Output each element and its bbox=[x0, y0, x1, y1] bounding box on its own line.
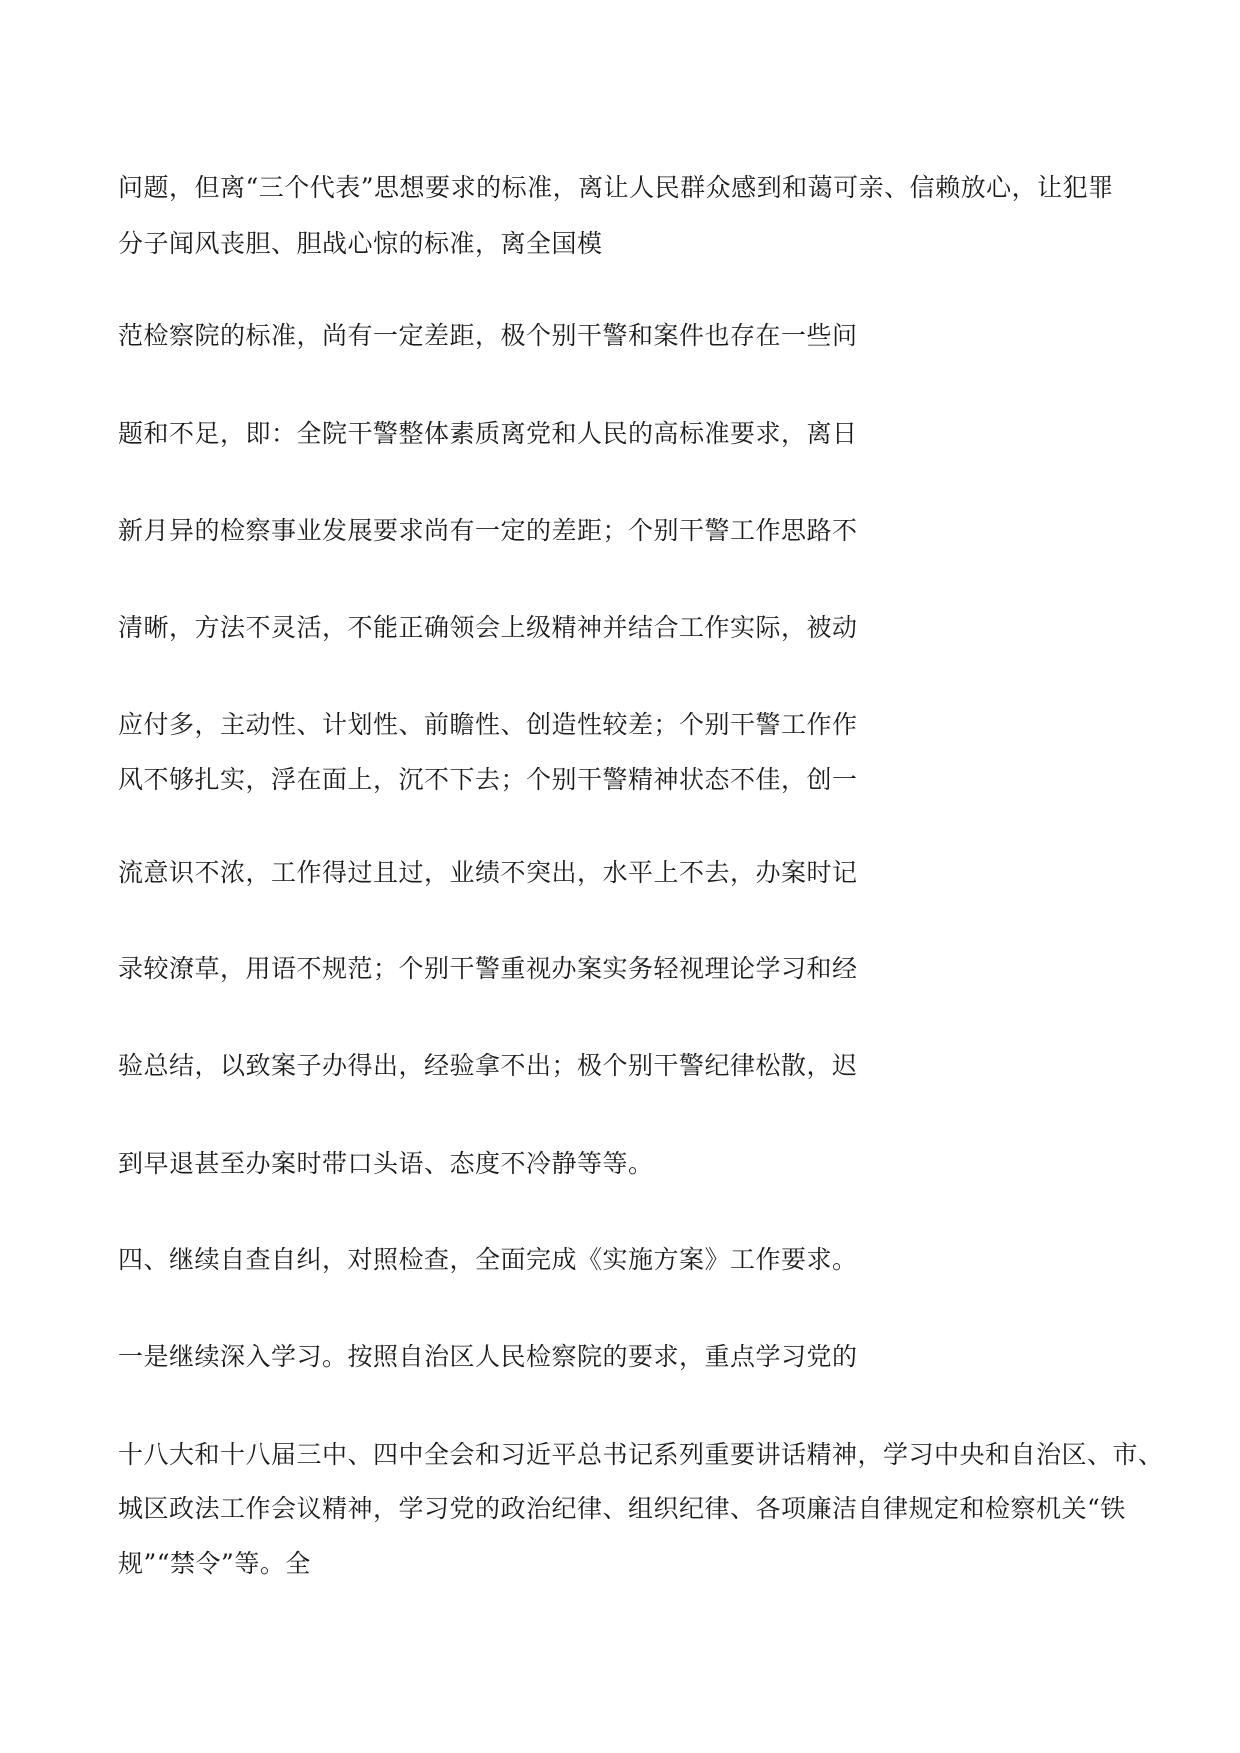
text-line: 录较潦草，用语不规范；个别干警重视办案实务轻视理论学习和经 bbox=[118, 954, 858, 983]
text-line: 范检察院的标准，尚有一定差距，极个别干警和案件也存在一些问 bbox=[118, 321, 858, 350]
text-line: 十八大和十八届三中、四中全会和习近平总书记系列重要讲话精神，学习中央和自治区、市、 bbox=[118, 1440, 1164, 1469]
text-line: 题和不足，即：全院干警整体素质离党和人民的高标准要求，离日 bbox=[118, 419, 858, 448]
text-line: 风不够扎实，浮在面上，沉不下去；个别干警精神状态不佳，创一 bbox=[118, 765, 858, 794]
text-line: 流意识不浓，工作得过且过，业绩不突出，水平上不去，办案时记 bbox=[118, 858, 858, 887]
text-line: 分子闻风丧胆、胆战心惊的标准，离全国模 bbox=[118, 229, 603, 258]
text-line: 验总结，以致案子办得出，经验拿不出；极个别干警纪律松散，迟 bbox=[118, 1051, 858, 1080]
text-line: 清晰，方法不灵活，不能正确领会上级精神并结合工作实际，被动 bbox=[118, 613, 858, 642]
section-heading: 四、继续自查自纠，对照检查，全面完成《实施方案》工作要求。 bbox=[118, 1245, 858, 1274]
text-line: 一是继续深入学习。按照自治区人民检察院的要求，重点学习党的 bbox=[118, 1342, 858, 1371]
text-line: 规”“禁令”等。全 bbox=[118, 1549, 311, 1578]
text-line: 城区政法工作会议精神，学习党的政治纪律、组织纪律、各项廉洁自律规定和检察机关“铁 bbox=[118, 1494, 1126, 1523]
text-line: 新月异的检察事业发展要求尚有一定的差距；个别干警工作思路不 bbox=[118, 516, 858, 545]
text-line: 到早退甚至办案时带口头语、态度不冷静等等。 bbox=[118, 1149, 654, 1178]
text-line: 问题，但离“三个代表”思想要求的标准，离让人民群众感到和蔼可亲、信赖放心，让犯罪 bbox=[118, 173, 1114, 202]
text-line: 应付多，主动性、计划性、前瞻性、创造性较差；个别干警工作作 bbox=[118, 710, 858, 739]
